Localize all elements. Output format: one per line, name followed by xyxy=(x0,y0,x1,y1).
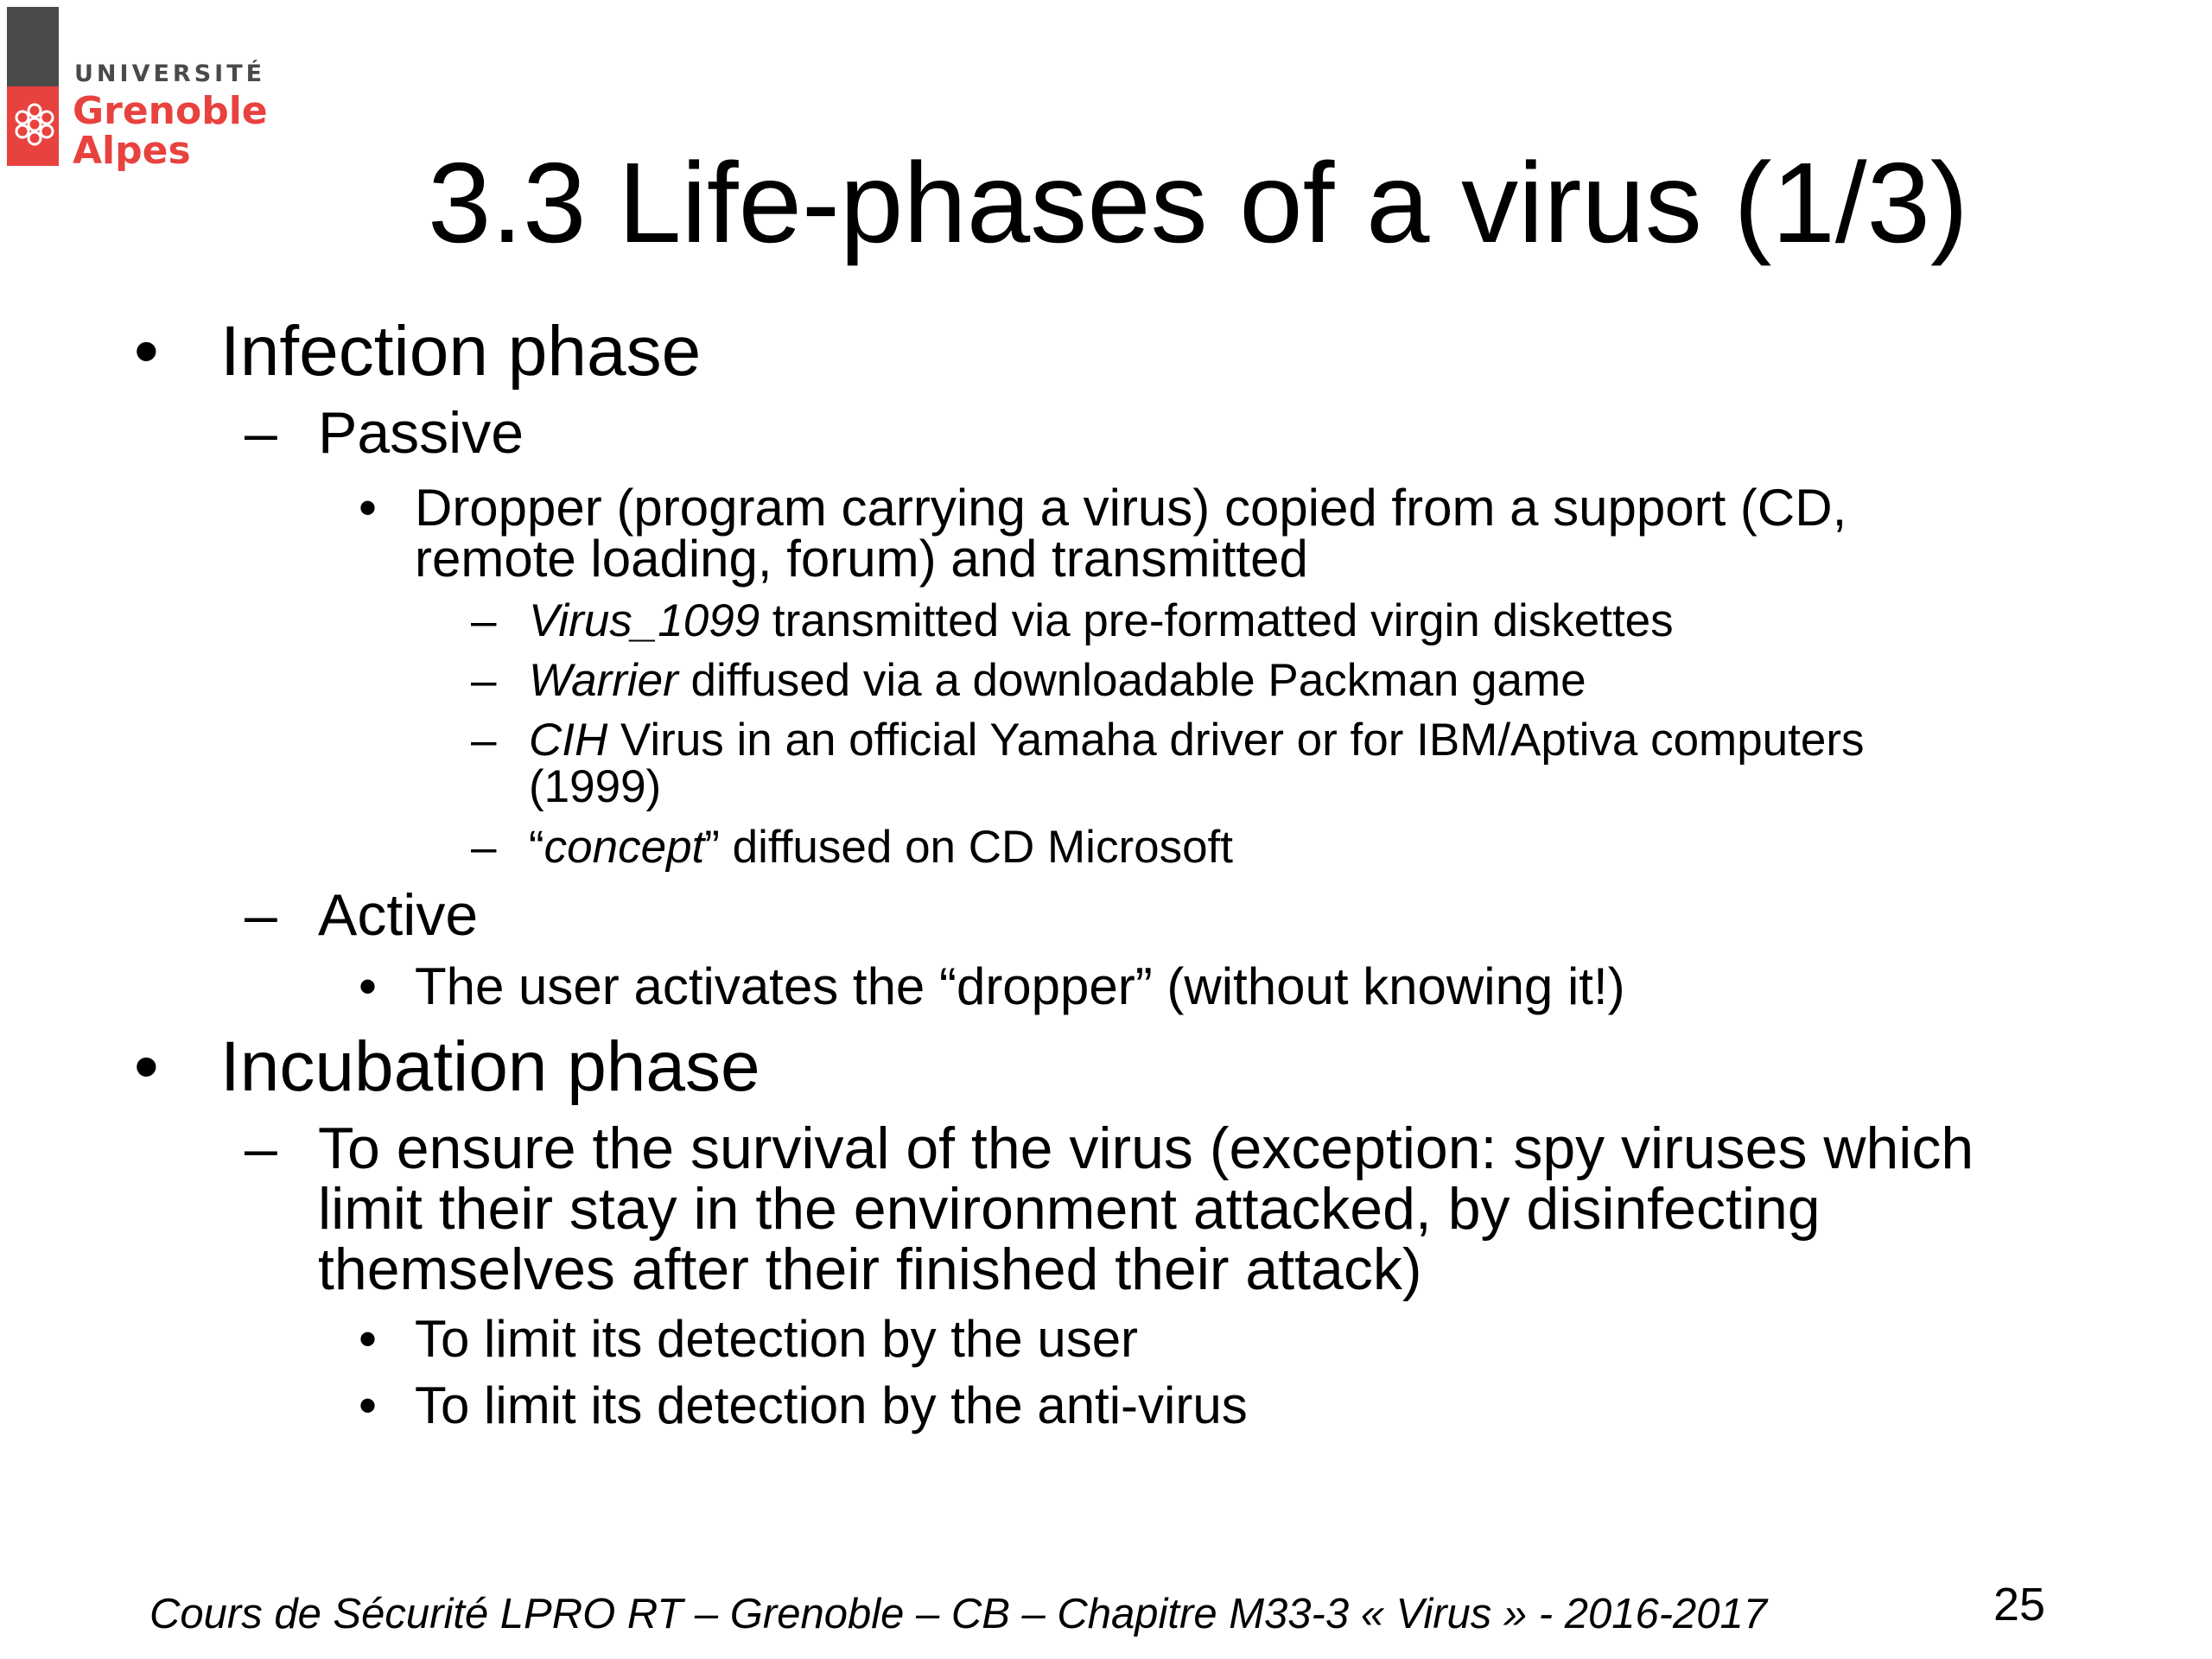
example-warrier xyxy=(529,654,1586,707)
example-text: transmitted via pre-formatted virgin diskettes xyxy=(760,595,1674,646)
level1-bullet: • xyxy=(134,1027,159,1106)
dropper-line-1: Dropper (program carrying a virus) copied from a support (CD, xyxy=(415,479,1847,537)
page-number: 25 xyxy=(1993,1579,2046,1630)
active-heading: Active xyxy=(318,882,479,948)
example-text: Virus in an official Yamaha driver or for IBM/Aptiva computers xyxy=(607,715,1865,766)
incubation-item-1: To limit its detection by the user xyxy=(415,1310,1139,1368)
active-item: The user activates the “dropper” (without knowing it!) xyxy=(415,957,1625,1015)
level3-bullet: • xyxy=(359,1310,378,1368)
level2-dash: – xyxy=(245,882,277,948)
level3-bullet: • xyxy=(359,1376,378,1434)
logo-grenoble-text: Grenoble xyxy=(73,89,268,133)
example-text: ” diffused on CD Microsoft xyxy=(704,822,1233,873)
footer-text: Cours de Sécurité LPRO RT – Grenoble – CB – Chapitre M33-3 « Virus » - 2016-2017 xyxy=(149,1591,1768,1637)
incubation-desc-line-2: limit their stay in the environment attacked, by disinfecting xyxy=(318,1176,1821,1242)
level4-dash: – xyxy=(471,822,497,873)
incubation-item-2: To limit its detection by the anti-virus xyxy=(415,1376,1248,1434)
level2-dash: – xyxy=(245,400,277,466)
example-concept xyxy=(529,821,1233,874)
passive-heading: Passive xyxy=(318,400,524,466)
example-cih-line-2: (1999) xyxy=(529,761,662,812)
level3-bullet: • xyxy=(359,957,378,1015)
infection-phase-heading: Infection phase xyxy=(220,312,702,391)
example-text: diffused via a downloadable Packman game xyxy=(677,655,1586,706)
level4-dash: – xyxy=(471,715,497,766)
dropper-line-2: remote loading, forum) and transmitted xyxy=(415,530,1308,588)
level4-dash: – xyxy=(471,655,497,706)
logo-emblem-icon xyxy=(14,93,55,156)
incubation-desc-line-1: To ensure the survival of the virus (exception: spy viruses which xyxy=(318,1116,1974,1181)
logo-alpes-text: Alpes xyxy=(73,129,191,173)
level2-dash: – xyxy=(245,1116,277,1181)
incubation-desc-line-3: themselves after their finished their attack) xyxy=(318,1236,1422,1302)
incubation-phase-heading: Incubation phase xyxy=(220,1027,760,1106)
level4-dash: – xyxy=(471,595,497,646)
example-name: Virus_1099 xyxy=(529,595,760,646)
logo-grey-block xyxy=(7,7,59,86)
level3-bullet: • xyxy=(359,479,378,537)
example-name: CIH xyxy=(529,715,608,766)
open-quote: “ xyxy=(529,822,544,873)
university-logo xyxy=(7,7,266,171)
example-virus-1099 xyxy=(529,594,1674,647)
example-name: Warrier xyxy=(529,655,678,706)
logo-university-text: UNIVERSITÉ xyxy=(74,60,266,87)
level1-bullet: • xyxy=(134,312,159,391)
slide-title: 3.3 Life-phases of a virus (1/3) xyxy=(428,139,1968,266)
example-cih xyxy=(529,714,1865,766)
example-name: concept xyxy=(543,822,705,873)
